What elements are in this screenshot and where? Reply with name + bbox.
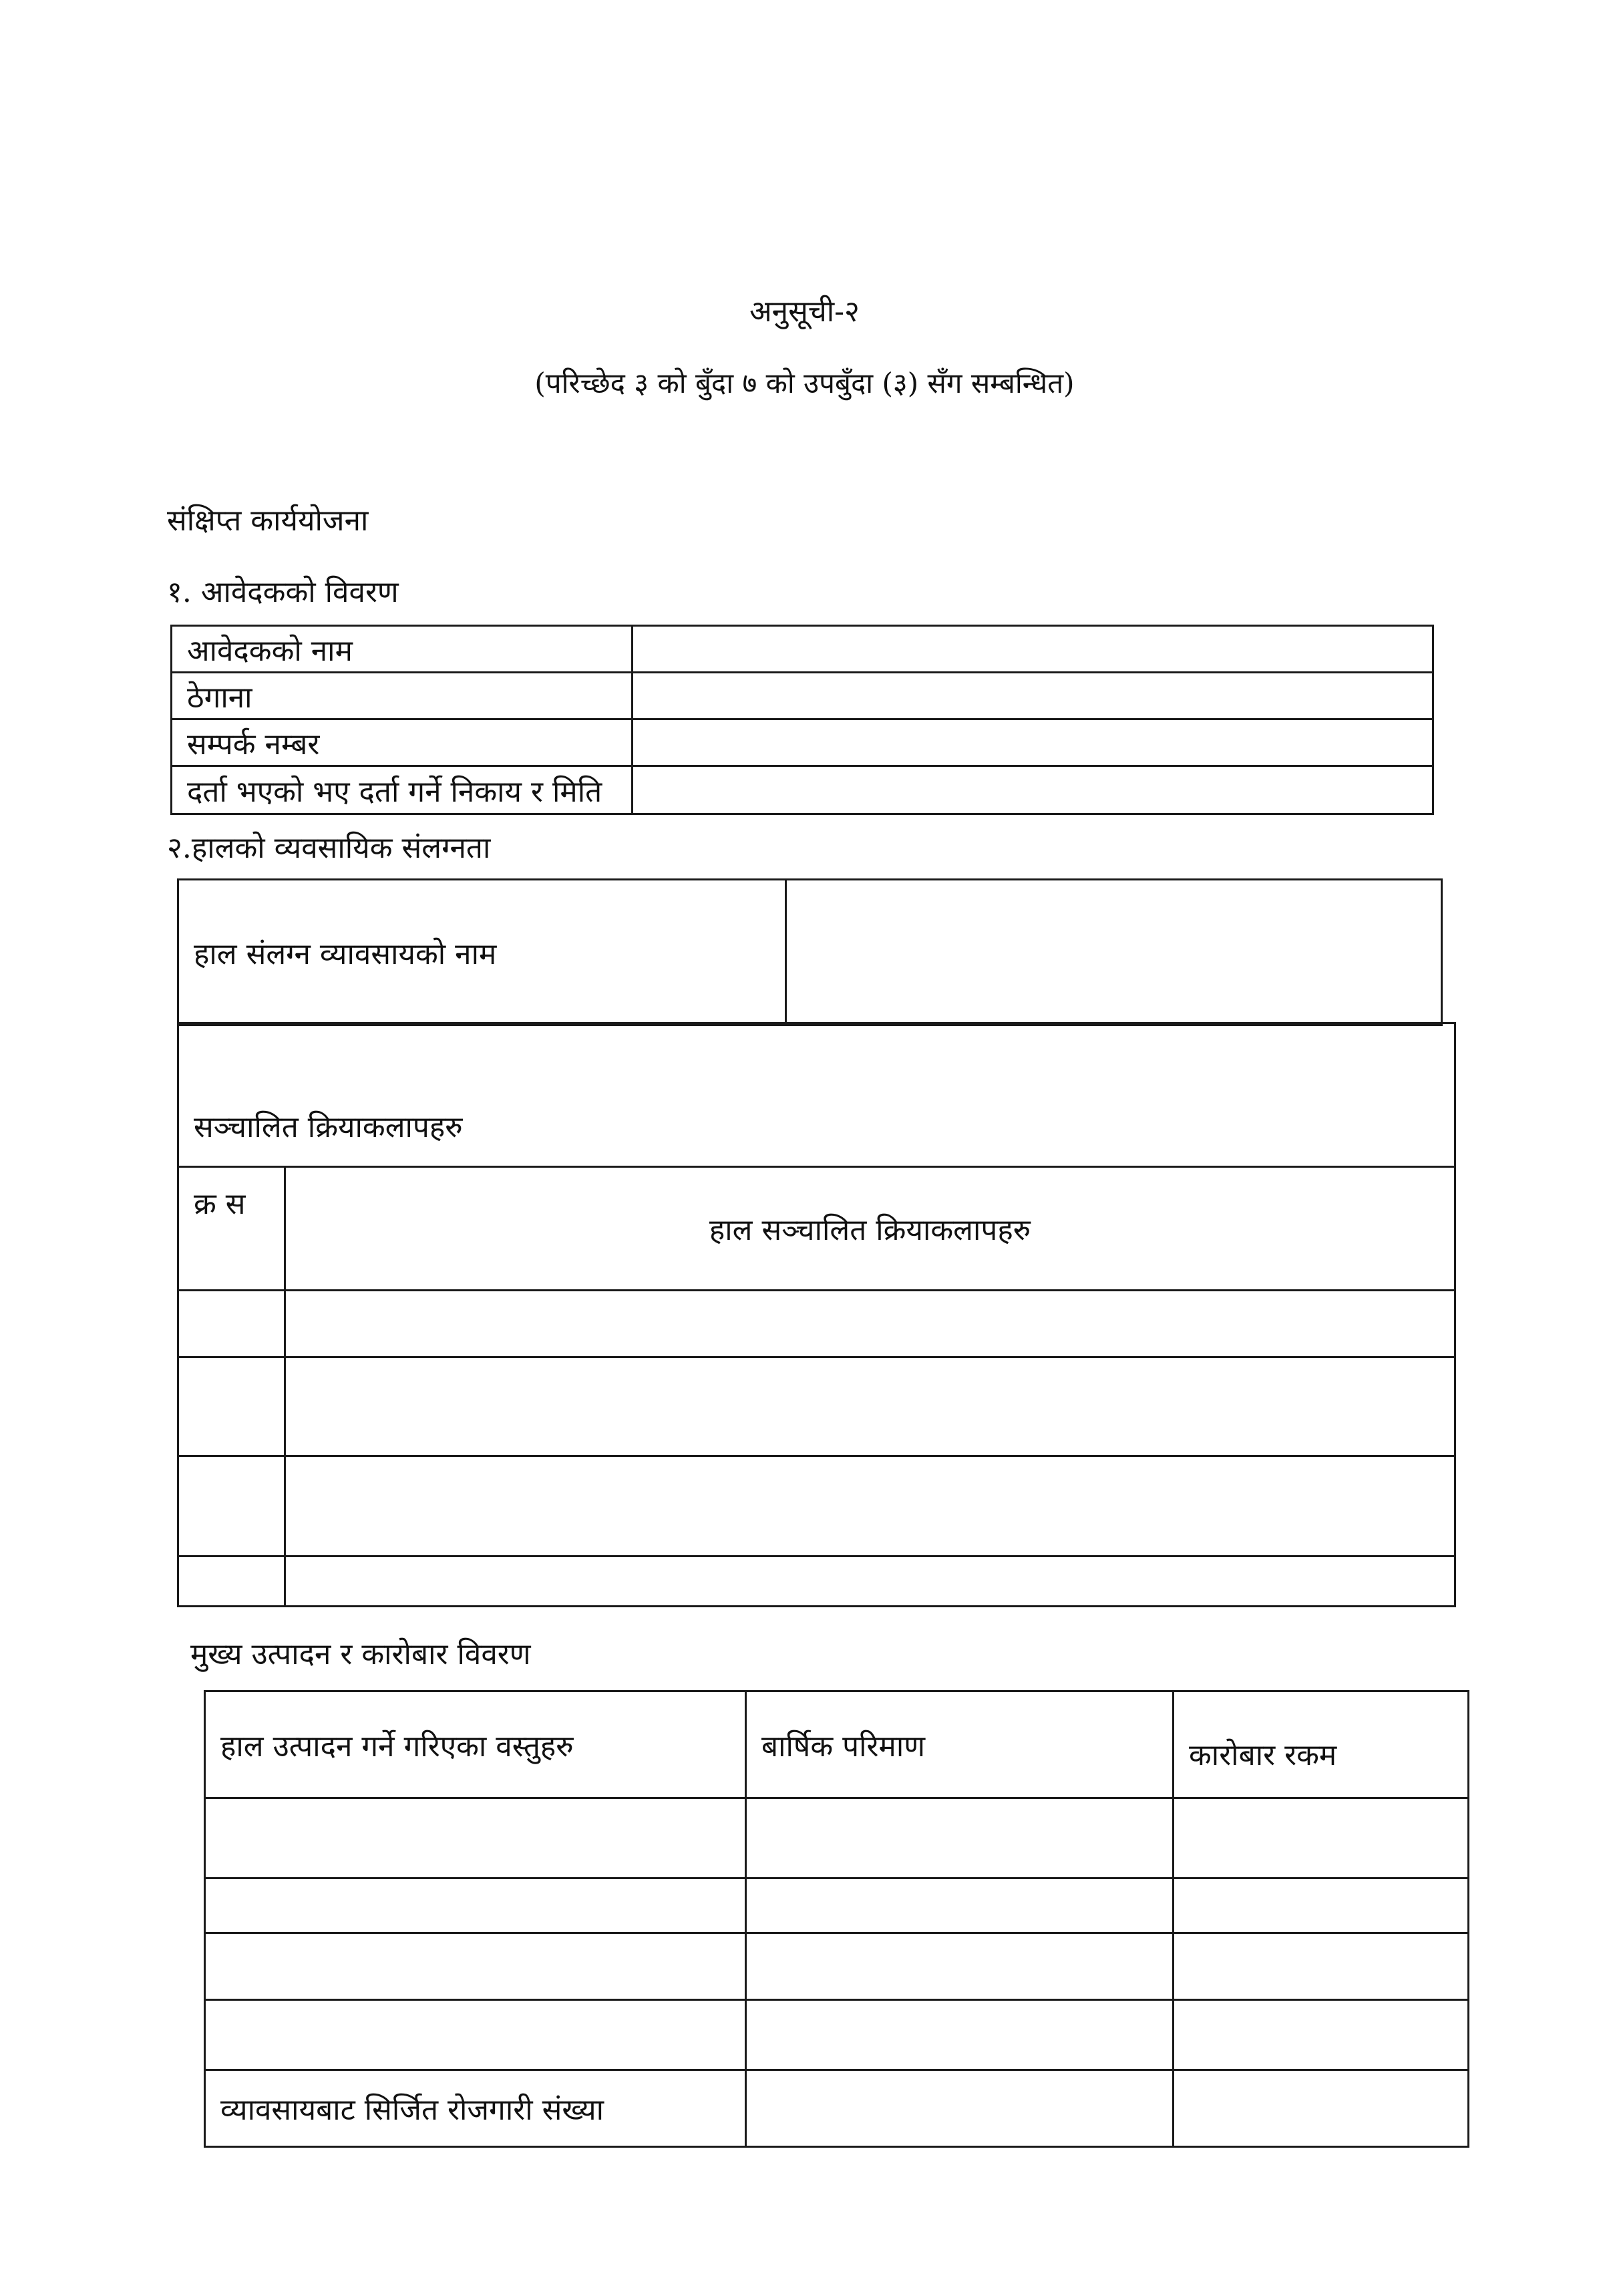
document-subtitle: (परिच्छेद ३ को बुँदा ७ को उपबुँदा (३) सँग सम्बन्धित)	[534, 367, 1075, 399]
business-name-label: हाल संलग्न व्यावसायको नाम	[194, 937, 497, 971]
quantity-cell[interactable]	[746, 1933, 1174, 2000]
amount-cell[interactable]	[1174, 1798, 1469, 1878]
applicant-name-field[interactable]	[633, 626, 1433, 673]
section1-heading: १. आवेदकको विवरण	[167, 575, 399, 609]
employment-label: व्यावसायबाट सिर्जित रोजगारी संख्या	[220, 2093, 604, 2127]
annual-quantity-header: बार्षिक परिमाण	[761, 1729, 926, 1764]
activity-cell[interactable]	[285, 1556, 1455, 1607]
activities-label: सञ्चालित क्रियाकलापहरु	[194, 1110, 463, 1144]
table-row	[205, 2000, 1469, 2070]
table-row	[205, 1878, 1469, 1933]
employment-quantity-cell[interactable]	[746, 2070, 1174, 2147]
activity-cell[interactable]	[285, 1456, 1455, 1556]
amount-cell[interactable]	[1174, 1878, 1469, 1933]
business-name-field[interactable]	[786, 880, 1442, 1025]
table-row	[205, 1933, 1469, 2000]
intro-heading: संक्षिप्त कार्ययोजना	[167, 504, 369, 538]
contact-number-label: सम्पर्क नम्बर	[187, 727, 320, 762]
activity-cell[interactable]	[285, 1291, 1455, 1357]
table-row	[178, 1167, 1455, 1291]
address-label: ठेगाना	[187, 680, 252, 715]
sn-cell[interactable]	[178, 1357, 285, 1456]
table-row	[172, 673, 1433, 719]
employment-amount-cell[interactable]	[1174, 2070, 1469, 2147]
table-row	[205, 1798, 1469, 1878]
section2-heading: २.हालको व्यवसायिक संलग्नता	[167, 831, 491, 865]
table-row	[205, 1691, 1469, 1798]
business-name-table	[177, 878, 1443, 1026]
goods-cell[interactable]	[205, 2000, 746, 2070]
sn-cell[interactable]	[178, 1456, 285, 1556]
table-row	[178, 1357, 1455, 1456]
goods-cell[interactable]	[205, 1798, 746, 1878]
activities-table	[177, 1022, 1456, 1607]
table-row	[178, 1023, 1455, 1167]
current-activities-header: हाल सञ्चालित क्रियाकलापहरु	[709, 1213, 1031, 1247]
table-row	[172, 626, 1433, 673]
applicant-name-label: आवेदकको नाम	[187, 633, 353, 668]
quantity-cell[interactable]	[746, 2000, 1174, 2070]
quantity-cell[interactable]	[746, 1878, 1174, 1933]
quantity-cell[interactable]	[746, 1798, 1174, 1878]
document-title: अनुसूची-२	[749, 295, 860, 329]
transaction-amount-header: कारोबार रकम	[1189, 1738, 1337, 1772]
table-row	[178, 1456, 1455, 1556]
goods-header: हाल उत्पादन गर्ने गरिएका वस्तुहरु	[220, 1729, 574, 1764]
table-row	[178, 1291, 1455, 1357]
table-row	[178, 1556, 1455, 1607]
sn-cell[interactable]	[178, 1556, 285, 1607]
goods-cell[interactable]	[205, 1878, 746, 1933]
table-row	[178, 880, 1442, 1025]
registration-label: दर्ता भएको भए दर्ता गर्ने निकाय र मिति	[187, 774, 602, 809]
section3-heading: मुख्य उत्पादन र कारोबार विवरण	[190, 1637, 531, 1671]
address-field[interactable]	[633, 673, 1433, 719]
amount-cell[interactable]	[1174, 1933, 1469, 2000]
goods-cell[interactable]	[205, 1933, 746, 2000]
registration-field[interactable]	[633, 766, 1433, 814]
amount-cell[interactable]	[1174, 2000, 1469, 2070]
table-row	[172, 719, 1433, 766]
applicant-table	[170, 625, 1434, 815]
table-row	[172, 766, 1433, 814]
production-table	[204, 1690, 1469, 2148]
contact-number-field[interactable]	[633, 719, 1433, 766]
sn-cell[interactable]	[178, 1291, 285, 1357]
serial-number-header: क्र स	[194, 1187, 246, 1221]
table-row	[205, 2070, 1469, 2147]
activity-cell[interactable]	[285, 1357, 1455, 1456]
